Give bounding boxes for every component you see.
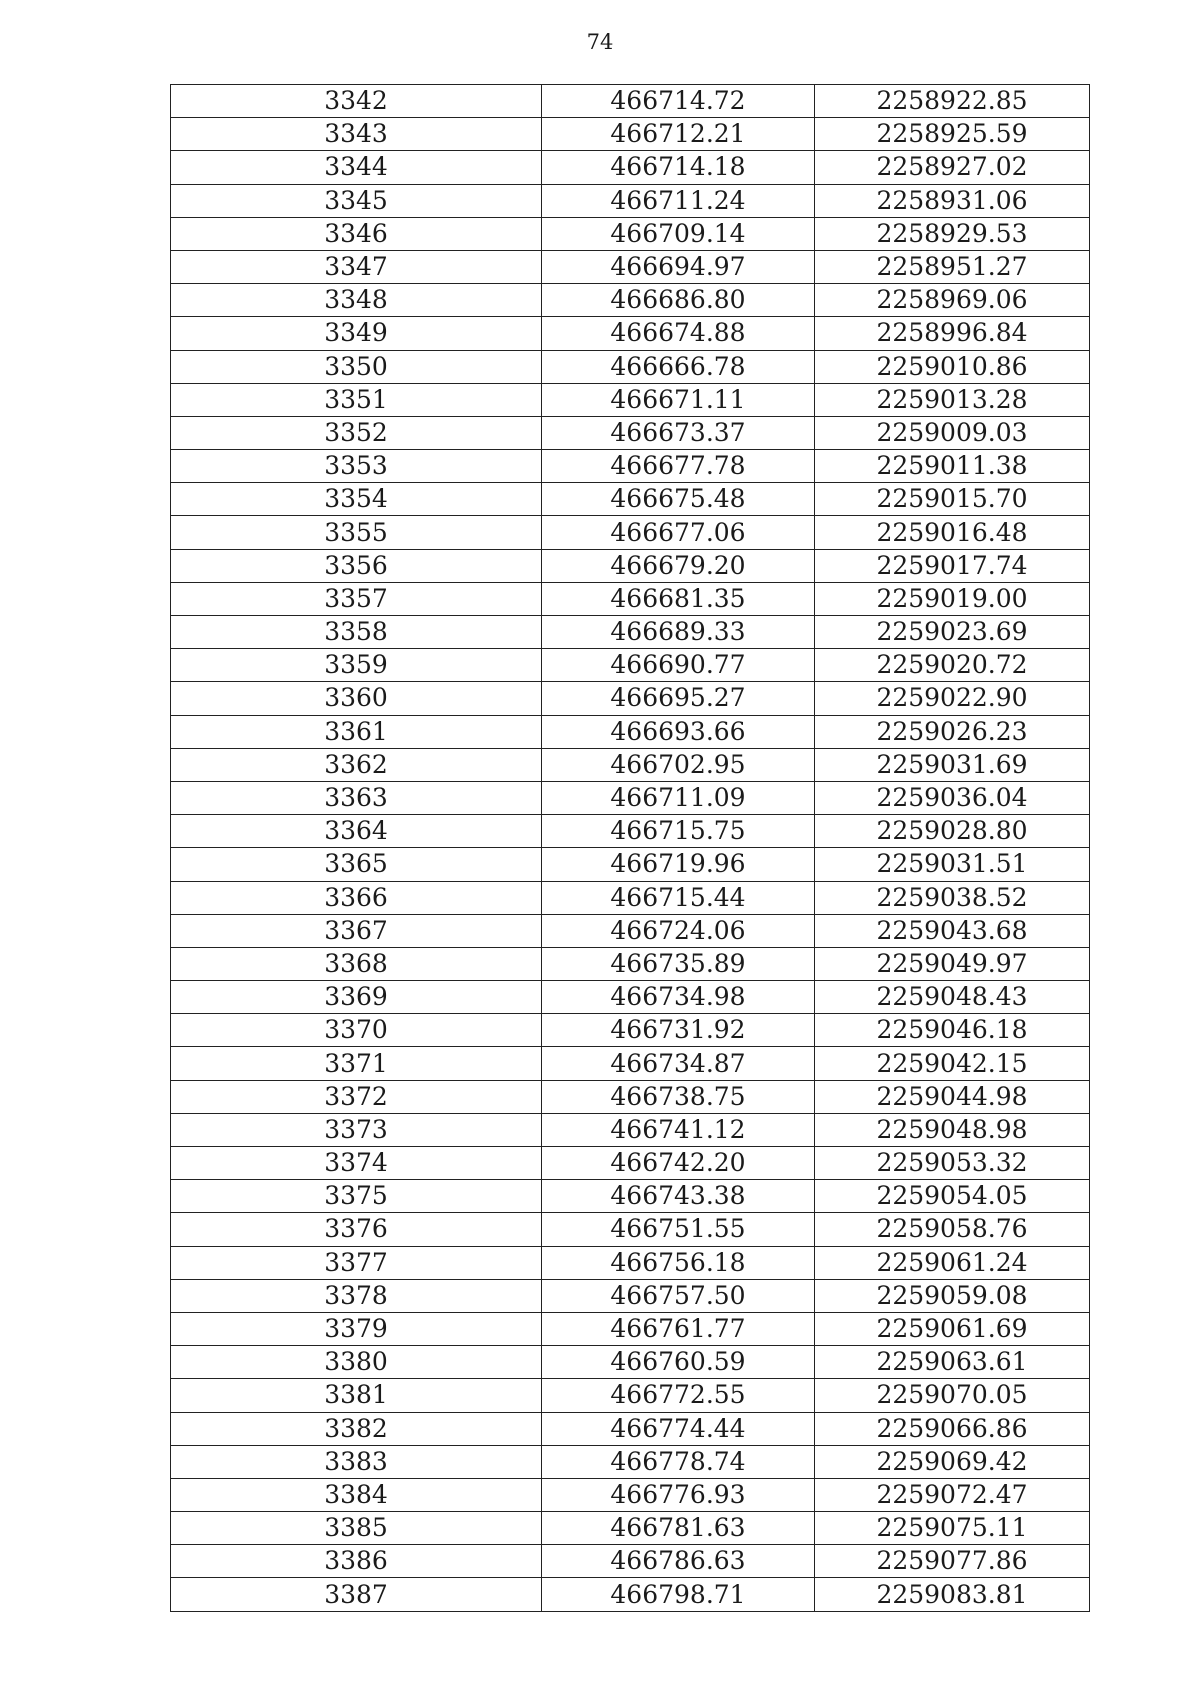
point-number-cell: 3353 (171, 450, 542, 483)
y-coordinate-cell: 2259042.15 (815, 1047, 1090, 1080)
table-row (171, 682, 1090, 715)
point-number-cell: 3370 (171, 1014, 542, 1047)
y-coordinate-cell: 2259015.70 (815, 483, 1090, 516)
y-coordinate-cell: 2258922.85 (815, 85, 1090, 118)
point-number-cell: 3364 (171, 815, 542, 848)
table-row (171, 118, 1090, 151)
table-row (171, 383, 1090, 416)
x-coordinate-cell: 466751.55 (542, 1213, 815, 1246)
point-number-cell: 3369 (171, 981, 542, 1014)
y-coordinate-cell: 2259023.69 (815, 616, 1090, 649)
x-coordinate-cell: 466694.97 (542, 250, 815, 283)
x-coordinate-cell: 466695.27 (542, 682, 815, 715)
table-row (171, 317, 1090, 350)
point-number-cell: 3384 (171, 1478, 542, 1511)
point-number-cell: 3343 (171, 118, 542, 151)
y-coordinate-cell: 2258927.02 (815, 151, 1090, 184)
x-coordinate-cell: 466778.74 (542, 1445, 815, 1478)
x-coordinate-cell: 466731.92 (542, 1014, 815, 1047)
table-row (171, 848, 1090, 881)
x-coordinate-cell: 466715.75 (542, 815, 815, 848)
y-coordinate-cell: 2259020.72 (815, 649, 1090, 682)
point-number-cell: 3373 (171, 1113, 542, 1146)
y-coordinate-cell: 2258951.27 (815, 250, 1090, 283)
point-number-cell: 3385 (171, 1512, 542, 1545)
point-number-cell: 3346 (171, 217, 542, 250)
x-coordinate-cell: 466679.20 (542, 549, 815, 582)
table-row (171, 914, 1090, 947)
coordinates-table (170, 84, 1090, 1612)
y-coordinate-cell: 2259054.05 (815, 1180, 1090, 1213)
table-row (171, 1312, 1090, 1345)
y-coordinate-cell: 2258925.59 (815, 118, 1090, 151)
table-row (171, 1412, 1090, 1445)
table-row (171, 184, 1090, 217)
x-coordinate-cell: 466774.44 (542, 1412, 815, 1445)
x-coordinate-cell: 466671.11 (542, 383, 815, 416)
y-coordinate-cell: 2259009.03 (815, 416, 1090, 449)
x-coordinate-cell: 466711.24 (542, 184, 815, 217)
y-coordinate-cell: 2259075.11 (815, 1512, 1090, 1545)
table-row (171, 616, 1090, 649)
y-coordinate-cell: 2259017.74 (815, 549, 1090, 582)
y-coordinate-cell: 2259022.90 (815, 682, 1090, 715)
x-coordinate-cell: 466714.18 (542, 151, 815, 184)
y-coordinate-cell: 2259019.00 (815, 582, 1090, 615)
y-coordinate-cell: 2259016.48 (815, 516, 1090, 549)
x-coordinate-cell: 466689.33 (542, 616, 815, 649)
point-number-cell: 3377 (171, 1246, 542, 1279)
y-coordinate-cell: 2259013.28 (815, 383, 1090, 416)
x-coordinate-cell: 466798.71 (542, 1578, 815, 1611)
x-coordinate-cell: 466734.98 (542, 981, 815, 1014)
table-row (171, 1578, 1090, 1611)
point-number-cell: 3344 (171, 151, 542, 184)
point-number-cell: 3352 (171, 416, 542, 449)
table-row (171, 516, 1090, 549)
y-coordinate-cell: 2259070.05 (815, 1379, 1090, 1412)
x-coordinate-cell: 466781.63 (542, 1512, 815, 1545)
y-coordinate-cell: 2259028.80 (815, 815, 1090, 848)
x-coordinate-cell: 466734.87 (542, 1047, 815, 1080)
table-row (171, 781, 1090, 814)
y-coordinate-cell: 2258929.53 (815, 217, 1090, 250)
y-coordinate-cell: 2259011.38 (815, 450, 1090, 483)
y-coordinate-cell: 2259083.81 (815, 1578, 1090, 1611)
x-coordinate-cell: 466702.95 (542, 748, 815, 781)
point-number-cell: 3348 (171, 284, 542, 317)
y-coordinate-cell: 2258969.06 (815, 284, 1090, 317)
point-number-cell: 3358 (171, 616, 542, 649)
y-coordinate-cell: 2259043.68 (815, 914, 1090, 947)
x-coordinate-cell: 466735.89 (542, 947, 815, 980)
point-number-cell: 3387 (171, 1578, 542, 1611)
point-number-cell: 3379 (171, 1312, 542, 1345)
y-coordinate-cell: 2259059.08 (815, 1279, 1090, 1312)
x-coordinate-cell: 466741.12 (542, 1113, 815, 1146)
y-coordinate-cell: 2259031.69 (815, 748, 1090, 781)
table-row (171, 881, 1090, 914)
table-row (171, 483, 1090, 516)
point-number-cell: 3347 (171, 250, 542, 283)
y-coordinate-cell: 2259066.86 (815, 1412, 1090, 1445)
y-coordinate-cell: 2259053.32 (815, 1147, 1090, 1180)
table-row (171, 85, 1090, 118)
point-number-cell: 3365 (171, 848, 542, 881)
table-row (171, 582, 1090, 615)
x-coordinate-cell: 466757.50 (542, 1279, 815, 1312)
point-number-cell: 3354 (171, 483, 542, 516)
table-row (171, 815, 1090, 848)
y-coordinate-cell: 2259044.98 (815, 1080, 1090, 1113)
x-coordinate-cell: 466674.88 (542, 317, 815, 350)
x-coordinate-cell: 466786.63 (542, 1545, 815, 1578)
coordinates-table-body (171, 85, 1090, 1612)
point-number-cell: 3356 (171, 549, 542, 582)
y-coordinate-cell: 2259036.04 (815, 781, 1090, 814)
point-number-cell: 3381 (171, 1379, 542, 1412)
point-number-cell: 3376 (171, 1213, 542, 1246)
x-coordinate-cell: 466666.78 (542, 350, 815, 383)
y-coordinate-cell: 2259046.18 (815, 1014, 1090, 1047)
table-row (171, 1478, 1090, 1511)
x-coordinate-cell: 466724.06 (542, 914, 815, 947)
point-number-cell: 3374 (171, 1147, 542, 1180)
x-coordinate-cell: 466738.75 (542, 1080, 815, 1113)
point-number-cell: 3355 (171, 516, 542, 549)
table-row (171, 1545, 1090, 1578)
x-coordinate-cell: 466712.21 (542, 118, 815, 151)
table-row (171, 549, 1090, 582)
y-coordinate-cell: 2259026.23 (815, 715, 1090, 748)
y-coordinate-cell: 2259061.24 (815, 1246, 1090, 1279)
point-number-cell: 3380 (171, 1346, 542, 1379)
point-number-cell: 3367 (171, 914, 542, 947)
table-row (171, 250, 1090, 283)
y-coordinate-cell: 2259010.86 (815, 350, 1090, 383)
page-number: 74 (586, 30, 614, 54)
x-coordinate-cell: 466673.37 (542, 416, 815, 449)
y-coordinate-cell: 2259031.51 (815, 848, 1090, 881)
x-coordinate-cell: 466686.80 (542, 284, 815, 317)
table-row (171, 1512, 1090, 1545)
y-coordinate-cell: 2259069.42 (815, 1445, 1090, 1478)
table-row (171, 151, 1090, 184)
table-row (171, 1346, 1090, 1379)
x-coordinate-cell: 466742.20 (542, 1147, 815, 1180)
y-coordinate-cell: 2259077.86 (815, 1545, 1090, 1578)
table-row (171, 947, 1090, 980)
y-coordinate-cell: 2259038.52 (815, 881, 1090, 914)
point-number-cell: 3361 (171, 715, 542, 748)
table-row (171, 1279, 1090, 1312)
y-coordinate-cell: 2259061.69 (815, 1312, 1090, 1345)
point-number-cell: 3359 (171, 649, 542, 682)
table-row (171, 1147, 1090, 1180)
table-row (171, 350, 1090, 383)
table-row (171, 649, 1090, 682)
point-number-cell: 3360 (171, 682, 542, 715)
table-row (171, 1080, 1090, 1113)
x-coordinate-cell: 466690.77 (542, 649, 815, 682)
x-coordinate-cell: 466760.59 (542, 1346, 815, 1379)
table-row (171, 715, 1090, 748)
table-row (171, 1213, 1090, 1246)
x-coordinate-cell: 466675.48 (542, 483, 815, 516)
table-row (171, 748, 1090, 781)
x-coordinate-cell: 466715.44 (542, 881, 815, 914)
point-number-cell: 3386 (171, 1545, 542, 1578)
point-number-cell: 3349 (171, 317, 542, 350)
table-row (171, 1014, 1090, 1047)
y-coordinate-cell: 2259072.47 (815, 1478, 1090, 1511)
y-coordinate-cell: 2259063.61 (815, 1346, 1090, 1379)
point-number-cell: 3350 (171, 350, 542, 383)
point-number-cell: 3366 (171, 881, 542, 914)
x-coordinate-cell: 466719.96 (542, 848, 815, 881)
point-number-cell: 3345 (171, 184, 542, 217)
table-row (171, 1379, 1090, 1412)
y-coordinate-cell: 2258996.84 (815, 317, 1090, 350)
x-coordinate-cell: 466709.14 (542, 217, 815, 250)
table-row (171, 1047, 1090, 1080)
y-coordinate-cell: 2259049.97 (815, 947, 1090, 980)
point-number-cell: 3351 (171, 383, 542, 416)
point-number-cell: 3382 (171, 1412, 542, 1445)
table-row (171, 1180, 1090, 1213)
y-coordinate-cell: 2259058.76 (815, 1213, 1090, 1246)
x-coordinate-cell: 466693.66 (542, 715, 815, 748)
table-row (171, 1246, 1090, 1279)
point-number-cell: 3357 (171, 582, 542, 615)
y-coordinate-cell: 2259048.98 (815, 1113, 1090, 1146)
y-coordinate-cell: 2259048.43 (815, 981, 1090, 1014)
table-row (171, 217, 1090, 250)
y-coordinate-cell: 2258931.06 (815, 184, 1090, 217)
point-number-cell: 3378 (171, 1279, 542, 1312)
point-number-cell: 3383 (171, 1445, 542, 1478)
x-coordinate-cell: 466714.72 (542, 85, 815, 118)
table-row (171, 284, 1090, 317)
point-number-cell: 3363 (171, 781, 542, 814)
point-number-cell: 3371 (171, 1047, 542, 1080)
x-coordinate-cell: 466761.77 (542, 1312, 815, 1345)
point-number-cell: 3375 (171, 1180, 542, 1213)
x-coordinate-cell: 466776.93 (542, 1478, 815, 1511)
x-coordinate-cell: 466743.38 (542, 1180, 815, 1213)
point-number-cell: 3342 (171, 85, 542, 118)
table-row (171, 1113, 1090, 1146)
table-row (171, 416, 1090, 449)
point-number-cell: 3362 (171, 748, 542, 781)
x-coordinate-cell: 466711.09 (542, 781, 815, 814)
table-row (171, 450, 1090, 483)
point-number-cell: 3368 (171, 947, 542, 980)
x-coordinate-cell: 466677.78 (542, 450, 815, 483)
x-coordinate-cell: 466772.55 (542, 1379, 815, 1412)
table-row (171, 1445, 1090, 1478)
x-coordinate-cell: 466681.35 (542, 582, 815, 615)
table-row (171, 981, 1090, 1014)
x-coordinate-cell: 466677.06 (542, 516, 815, 549)
x-coordinate-cell: 466756.18 (542, 1246, 815, 1279)
point-number-cell: 3372 (171, 1080, 542, 1113)
